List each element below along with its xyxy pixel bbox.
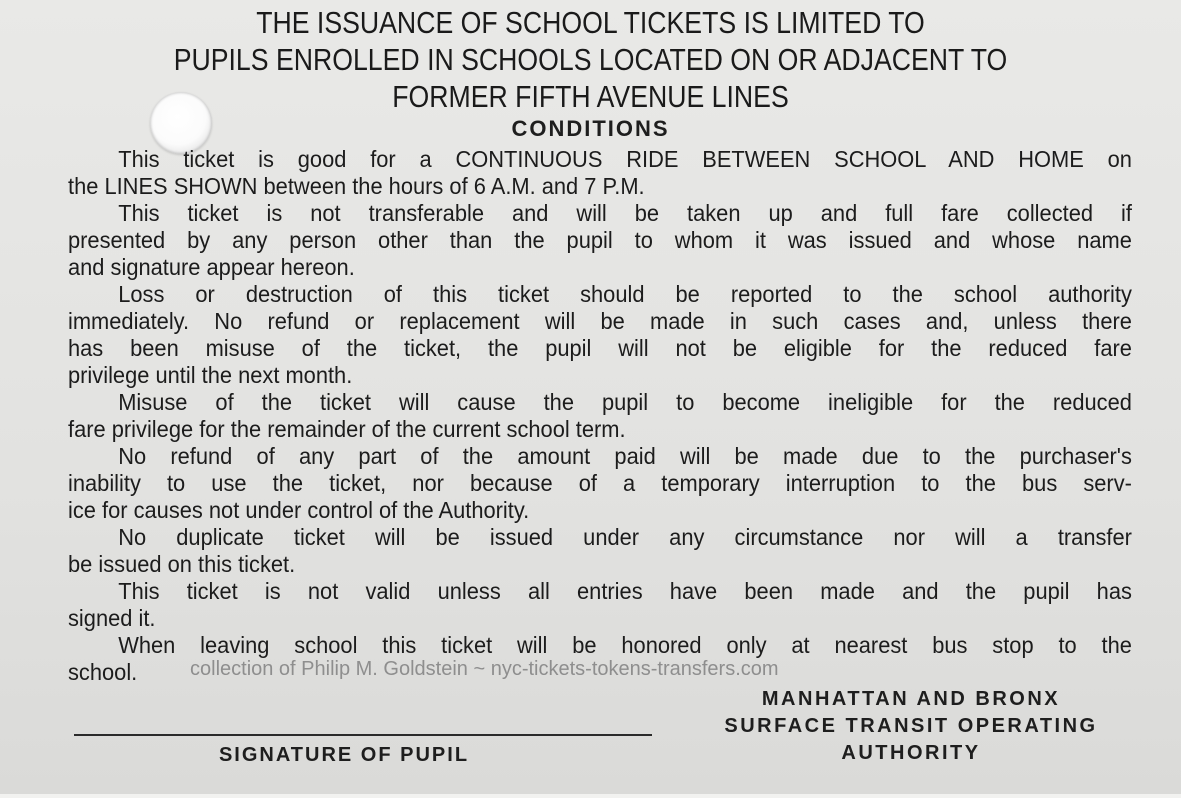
- condition-paragraph: [68, 578, 1132, 632]
- header-line-2: PUPILS ENROLLED IN SCHOOLS LOCATED ON OR ADJACENT TO: [173, 42, 1008, 77]
- condition-line: presented by any person other than the pupil to whom it was issued and whose name: [68, 227, 1132, 253]
- conditions-title: CONDITIONS: [511, 116, 670, 141]
- condition-line: No refund of any part of the amount paid will be made due to the purchaser's: [118, 443, 1132, 469]
- condition-paragraph: [68, 146, 1132, 200]
- condition-paragraph: [68, 389, 1132, 443]
- condition-line: the LINES SHOWN between the hours of 6 A.M. and 7 P.M.: [68, 173, 645, 199]
- condition-line: immediately. No refund or replacement will be made in such cases and, unless there: [68, 308, 1132, 334]
- authority-line-2: SURFACE TRANSIT OPERATING: [724, 715, 1098, 737]
- condition-line: be issued on this ticket.: [68, 551, 296, 577]
- condition-line: and signature appear hereon.: [68, 254, 355, 280]
- issuing-authority: [686, 686, 1136, 767]
- condition-paragraph: [68, 281, 1132, 389]
- header-line-1: THE ISSUANCE OF SCHOOL TICKETS IS LIMITED TO: [256, 5, 925, 40]
- condition-line: signed it.: [68, 605, 156, 631]
- condition-line: inability to use the ticket, nor because of a temporary interruption to the bus serv-: [68, 470, 1132, 496]
- signature-line: [74, 734, 652, 736]
- condition-line: When leaving school this ticket will be honored only at nearest bus stop to the: [118, 632, 1132, 658]
- authority-line-3: AUTHORITY: [841, 742, 981, 764]
- condition-line: Misuse of the ticket will cause the pupil to become ineligible for the reduced: [118, 389, 1132, 415]
- condition-paragraph: [68, 443, 1132, 524]
- condition-line: fare privilege for the remainder of the current school term.: [68, 416, 626, 442]
- condition-line: has been misuse of the ticket, the pupil will not be eligible for the reduced fare: [68, 335, 1132, 361]
- condition-line: school.: [68, 659, 138, 685]
- condition-line: This ticket is good for a CONTINUOUS RIDE BETWEEN SCHOOL AND HOME on: [118, 146, 1132, 172]
- condition-line: privilege until the next month.: [68, 362, 353, 388]
- condition-line: This ticket is not transferable and will be taken up and full fare collected if: [118, 200, 1132, 226]
- header-line-3: FORMER FIFTH AVENUE LINES: [392, 79, 789, 114]
- condition-line: ice for causes not under control of the Authority.: [68, 497, 530, 523]
- condition-line: Loss or destruction of this ticket should be reported to the school authority: [118, 281, 1132, 307]
- condition-line: This ticket is not valid unless all entries have been made and the pupil has: [118, 578, 1132, 604]
- condition-line: No duplicate ticket will be issued under any circumstance nor will a transfer: [118, 524, 1132, 550]
- authority-line-1: MANHATTAN AND BRONX: [761, 688, 1061, 710]
- condition-paragraph: [68, 524, 1132, 578]
- signature-label: SIGNATURE OF PUPIL: [218, 744, 470, 766]
- conditions-body: [68, 146, 1132, 686]
- collection-watermark: collection of Philip M. Goldstein ~ nyc-tickets-tokens-transfers.com: [190, 658, 779, 680]
- condition-paragraph: [68, 200, 1132, 281]
